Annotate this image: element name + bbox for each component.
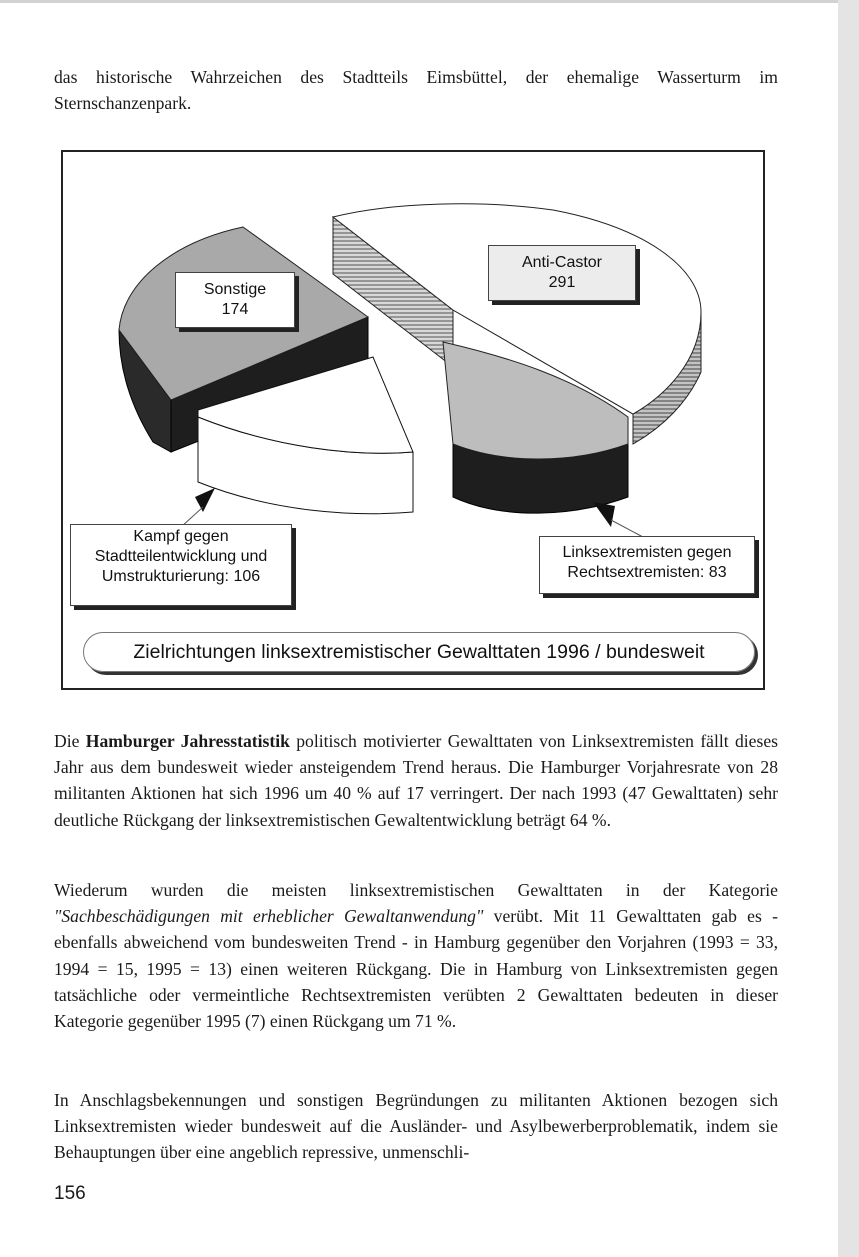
- paragraph-statistik: [54, 728, 778, 833]
- paragraph-statistik-pre: Die: [54, 731, 86, 751]
- paragraph-kategorie-italic: "Sachbeschädigungen mit erheblicher Gewaltanwendung": [54, 906, 484, 927]
- label-links-rechts-line2: Rechtsextremisten: 83: [567, 564, 727, 581]
- label-sonstige-name: Sonstige: [203, 281, 267, 298]
- paragraph-statistik-post: politisch motivierter Gewalttaten von Linksextremisten fällt dieses Jahr aus dem bundesweit wieder ansteigendem Trend heraus. Die Hamburger Vorjahresrate von 28 militanten Aktionen hat sich 1996 um 40 % auf 17 verringert. Der nach 1993 (47 Gewalttaten) sehr deutliche Rückgang der linksextremistischen Gewaltentwicklung beträgt 64 %.: [54, 731, 778, 830]
- paragraph-statistik-bold: Hamburger Jahresstatistik: [85, 731, 290, 751]
- paragraph-kategorie: [54, 877, 778, 1034]
- links-pointer-icon: [593, 502, 615, 527]
- label-sonstige: [175, 272, 295, 328]
- paragraph-kategorie-post: verübt. Mit 11 Gewalttaten gab es - ebenfalls abweichend vom bundesweiten Trend - in Hamburg gegenüber den Vorjahren (1993 = 33, 1994 = 15, 1995 = 13) einen weiteren Rückgang. Die in Hamburg von Linksextremisten gegen tatsächliche oder vermeintliche Rechtsextremisten verübten 2 Gewalttaten bedeuten in dieser Kategorie gegenüber 1995 (7) einen Rückgang um 71 %.: [54, 906, 778, 1032]
- page-right-edge: [838, 0, 859, 1257]
- intro-paragraph: das historische Wahrzeichen des Stadtteils Eimsbüttel, der ehemalige Wasserturm im Sternschanzenpark.: [54, 67, 778, 114]
- label-sonstige-value: 174: [221, 301, 249, 318]
- label-links-rechts-line1: Linksextremisten gegen: [562, 544, 732, 561]
- pie-chart-svg: [63, 152, 763, 688]
- label-anti-castor-name: Anti-Castor: [521, 254, 603, 271]
- label-kampf-line3: Umstrukturierung: 106: [101, 568, 261, 585]
- label-kampf-line2: Stadtteilentwicklung und: [94, 548, 268, 565]
- label-kampf-line1: Kampf gegen: [133, 528, 229, 545]
- label-links-rechts: [539, 536, 755, 594]
- label-anti-castor-value: 291: [548, 274, 576, 291]
- page-number: 156: [54, 1183, 86, 1204]
- chart-title: Zielrichtungen linksextremistischer Gewalttaten 1996 / bundesweit: [83, 632, 755, 672]
- paragraph-kategorie-pre: Wiederum wurden die meisten linksextremistischen Gewalttaten in der Kategorie: [54, 880, 778, 900]
- paragraph-anschlag: In Anschlagsbekennungen und sonstigen Begründungen zu militanten Aktionen bezogen sich Linksextremisten wieder bundesweit auf die Ausländer- und Asylbewerberproblematik, indem sie Behauptungen über eine angeblich repressive, unmenschli-: [54, 1090, 778, 1163]
- pie-chart-figure: [61, 150, 765, 690]
- label-anti-castor: [488, 245, 636, 301]
- page-top-edge: [0, 0, 859, 3]
- label-kampf: [70, 524, 292, 606]
- links-pointer-line: [611, 520, 643, 537]
- kampf-pointer-icon: [195, 488, 215, 512]
